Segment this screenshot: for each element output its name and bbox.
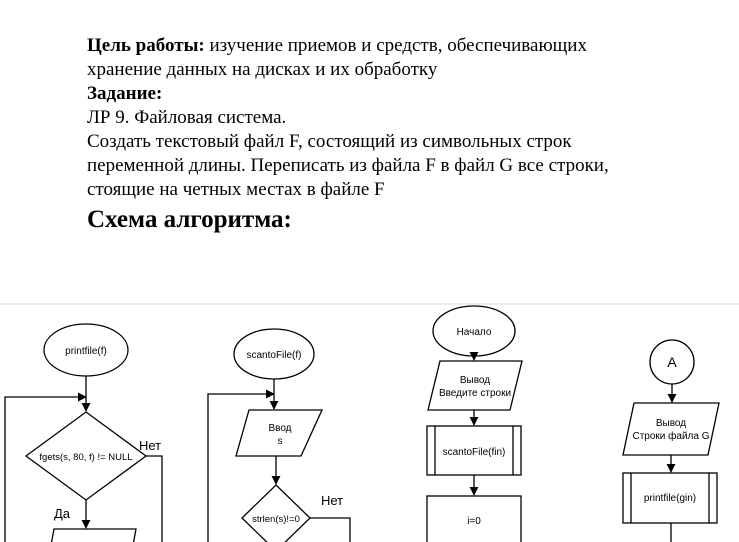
goal-text-line-2: хранение данных на дисках и их обработку	[87, 59, 438, 80]
connector-a-output-label-line-2: Строки файла G	[632, 431, 710, 442]
printfile-flow	[5, 324, 162, 542]
printfile-start-label: printfile(f)	[65, 346, 107, 357]
connector-a-label: A	[667, 354, 677, 370]
task-line-1: Создать текстовый файл F, состоящий из символьных строк	[87, 131, 572, 152]
connector-a-output-label-line-1: Вывод	[655, 418, 687, 429]
main-output-label-line-2: Введите строки	[438, 388, 512, 399]
connector-a-flow	[623, 340, 719, 542]
printfile-next-block	[51, 529, 136, 542]
task-label: Задание:	[87, 83, 163, 104]
scheme-heading: Схема алгоритма:	[87, 206, 292, 233]
goal-text-line-1: изучение приемов и средств, обеспечивающих	[204, 35, 587, 56]
scantofile-input-label-line-1: Ввод	[268, 423, 292, 434]
task-line-3: стоящие на четных местах в файле F	[87, 179, 385, 200]
connector-a-call-label: printfile(gin)	[643, 493, 697, 504]
printfile-condition-label: fgets(s, 80, f) != NULL	[39, 452, 133, 463]
scantofile-no-label: Нет	[321, 493, 344, 508]
printfile-no-label: Нет	[139, 438, 162, 453]
goal-label: Цель работы:	[87, 35, 205, 56]
lab-line: ЛР 9. Файловая система.	[87, 107, 287, 128]
scantofile-start-label: scantoFile(f)	[246, 350, 302, 361]
scantofile-input-label-line-2: s	[277, 436, 283, 447]
scantofile-flow	[208, 329, 350, 542]
main-output-label-line-1: Вывод	[459, 375, 491, 386]
scantofile-condition-label: strlen(s)!=0	[252, 514, 300, 525]
main-flow	[427, 306, 522, 542]
printfile-no-branch-line	[146, 456, 162, 542]
task-line-2: переменной длины. Переписать из файла F в файл G все строки,	[87, 155, 609, 176]
connector-a-output-parallelogram	[623, 403, 719, 455]
main-call-label: scantoFile(fin)	[442, 447, 506, 458]
printfile-yes-label: Да	[54, 506, 71, 521]
scantofile-no-branch-line	[310, 518, 350, 542]
main-start-label: Начало	[456, 327, 492, 338]
main-assign-label: i=0	[467, 516, 481, 527]
